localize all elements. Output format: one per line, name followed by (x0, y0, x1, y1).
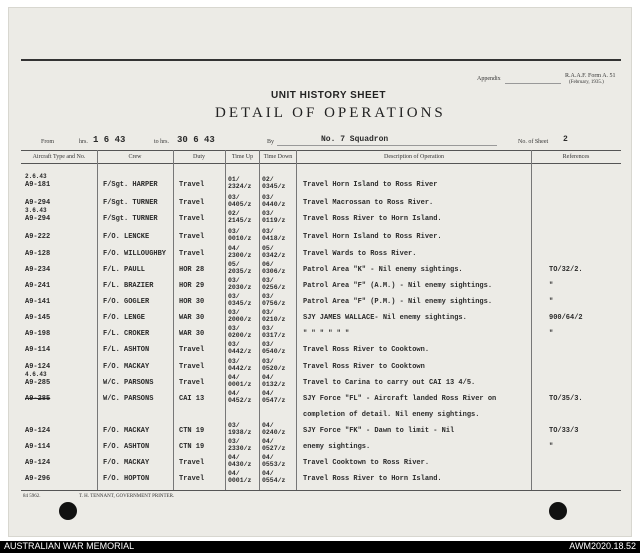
crew: F/O. LENGE (103, 314, 146, 322)
col-header-duty: Duty (193, 154, 205, 160)
archive-footer-bar (0, 541, 640, 553)
crew: F/O. LENCKE (103, 233, 150, 241)
crew: F/O. WILLOUGHBY (103, 250, 167, 258)
time-down: 06/ 0306/z (262, 261, 286, 275)
row-date: 4.6.43 (25, 371, 47, 378)
from-label: From (41, 139, 55, 145)
aircraft-type: A9-294 (25, 215, 51, 223)
time-up: 03/ 0442/z (228, 358, 252, 372)
table-row (9, 470, 633, 486)
time-down: 03/ 0440/z (262, 194, 286, 208)
description: enemy sightings. (303, 443, 371, 451)
col-header-time-up: Time Up (231, 154, 254, 160)
aircraft-type: A9-124 (25, 459, 51, 467)
col-header-crew: Crew (128, 154, 142, 160)
time-up: 03/ 0442/z (228, 341, 252, 355)
aircraft-type: A9-114 (25, 443, 51, 451)
aircraft-type: A9-241 (25, 282, 51, 290)
col-header-description: Description of Operation (384, 154, 444, 160)
archive-name: AUSTRALIAN WAR MEMORIAL (4, 541, 135, 551)
from-date: 1 6 43 (93, 135, 126, 145)
description: Patrol Area "K" - Nil enemy sightings. (303, 266, 463, 274)
crew: F/O. MACKAY (103, 363, 150, 371)
time-down: 03/ 0119/z (262, 210, 286, 224)
description-continued: completion of detail. Nil enemy sightings. (303, 411, 480, 419)
time-down: 04/ 0240/z (262, 422, 286, 436)
time-up: 04/ 0452/z (228, 390, 252, 404)
time-down: 04/ 0553/z (262, 454, 286, 468)
crew: F/L. PAULL (103, 266, 146, 274)
archive-id: AWM2020.18.52 (569, 541, 636, 551)
aircraft-type: A9-234 (25, 266, 51, 274)
reference: " (549, 443, 554, 451)
top-rule (21, 59, 621, 61)
table-row (9, 454, 633, 470)
duty: Travel (179, 346, 205, 354)
aircraft-type: A9-198 (25, 330, 51, 338)
duty: Travel (179, 459, 205, 467)
time-up: 04/ 0001/z (228, 374, 252, 388)
duty: Travel (179, 379, 205, 387)
duty: HOR 28 (179, 266, 205, 274)
duty: HOR 30 (179, 298, 205, 306)
crew: W/C. PARSONS (103, 395, 154, 403)
time-up: 04/ 0430/z (228, 454, 252, 468)
table-row (9, 422, 633, 438)
to-date: 30 6 43 (177, 135, 215, 145)
time-down: 03/ 0256/z (262, 277, 286, 291)
description: Travel Macrossan to Ross River. (303, 199, 434, 207)
reference: 900/64/2 (549, 314, 583, 322)
table-row (9, 309, 633, 325)
sheet-no-value: 2 (563, 135, 568, 144)
to-hrs-label: to hrs. (154, 139, 169, 145)
time-up: 03/ 0405/z (228, 194, 252, 208)
time-down: 04/ 0132/z (262, 374, 286, 388)
crew: F/O. GOGLER (103, 298, 150, 306)
time-up: 05/ 2035/z (228, 261, 252, 275)
crew: F/L. CROKER (103, 330, 150, 338)
table-row (9, 293, 633, 309)
description: Travel Ross River to Horn Island. (303, 215, 442, 223)
time-down: 04/ 0527/z (262, 438, 286, 452)
crew: F/O. MACKAY (103, 459, 150, 467)
table-row (9, 341, 633, 357)
appendix-label: Appendix (477, 76, 501, 82)
col-header-references: References (562, 154, 590, 160)
description: SJY Force "FL" - Aircraft landed Ross River on (303, 395, 497, 403)
crew: F/O. HOPTON (103, 475, 150, 483)
sheet-subtitle: DETAIL OF OPERATIONS (215, 105, 446, 121)
duty: Travel (179, 363, 205, 371)
table-bottom-rule (21, 490, 621, 491)
aircraft-type: A9-128 (25, 250, 51, 258)
crew: F/O. MACKAY (103, 427, 150, 435)
time-down: 03/ 0317/z (262, 325, 286, 339)
binder-hole-left (59, 502, 77, 520)
description: Travel to Carina to carry out CAI 13 4/5. (303, 379, 476, 387)
reference: TO/33/3 (549, 427, 579, 435)
time-down: 03/ 0756/z (262, 293, 286, 307)
description: Travel Ross River to Horn Island. (303, 475, 442, 483)
crew: F/L. ASHTON (103, 346, 150, 354)
description: Patrol Area "F" (A.M.) - Nil enemy sightings. (303, 282, 493, 290)
time-up: 04/ 2300/z (228, 245, 252, 259)
description: Travel Ross River to Cooktown. (303, 346, 430, 354)
reference: " (549, 298, 554, 306)
duty: WAR 30 (179, 330, 205, 338)
form-number: R.A.A.F. Form A. 51 (565, 73, 616, 79)
time-down: 03/ 0540/z (262, 341, 286, 355)
time-up: 03/ 0345/z (228, 293, 252, 307)
description: Travel Ross River to Cooktown (303, 363, 425, 371)
time-up: 03/ 1938/z (228, 422, 252, 436)
time-up: 01/ 2324/z (228, 176, 252, 190)
description: Travel Cooktown to Ross River. (303, 459, 430, 467)
crew: F/L. BRAZIER (103, 282, 154, 290)
time-up: 02/ 2145/z (228, 210, 252, 224)
time-down: 03/ 0418/z (262, 228, 286, 242)
aircraft-type: A9-285 (25, 379, 51, 387)
col-header-aircraft: Aircraft Type and No. (32, 154, 86, 160)
description: SJY JAMES WALLACE- Nil enemy sightings. (303, 314, 467, 322)
reference: " (549, 282, 554, 290)
aircraft-type: A9-285 (25, 395, 51, 403)
squadron-name: No. 7 Squadron (321, 135, 389, 144)
duty: Travel (179, 475, 205, 483)
table-row (9, 228, 633, 244)
time-down: 04/ 0554/z (262, 470, 286, 484)
aircraft-type: A9-124 (25, 363, 51, 371)
table-row (9, 207, 633, 226)
time-up: 04/ 0001/z (228, 470, 252, 484)
time-up: 03/ 0010/z (228, 228, 252, 242)
crew: F/Sgt. TURNER (103, 199, 158, 207)
aircraft-type: A9-294 (25, 199, 51, 207)
printer-code: 84 5962. (23, 494, 41, 499)
time-up: 03/ 2330/z (228, 438, 252, 452)
form-date: (February, 1935.) (569, 80, 604, 85)
table-row (9, 245, 633, 261)
duty: CTN 19 (179, 427, 205, 435)
by-line (277, 145, 497, 146)
table-row (9, 277, 633, 293)
duty: Travel (179, 233, 205, 241)
time-up: 03/ 2030/z (228, 277, 252, 291)
table-row-continuation (9, 406, 633, 422)
time-up: 03/ 0200/z (228, 325, 252, 339)
crew: F/O. ASHTON (103, 443, 150, 451)
table-row (9, 261, 633, 277)
appendix-line (505, 83, 561, 84)
aircraft-type: A9-222 (25, 233, 51, 241)
aircraft-type: A9-124 (25, 427, 51, 435)
reference: " (549, 330, 554, 338)
duty: Travel (179, 181, 205, 189)
time-down: 03/ 0210/z (262, 309, 286, 323)
row-date: 3.6.43 (25, 207, 47, 214)
time-down: 05/ 0342/z (262, 245, 286, 259)
duty: WAR 30 (179, 314, 205, 322)
duty: CAI 13 (179, 395, 205, 403)
table-row (9, 173, 633, 192)
duty: Travel (179, 215, 205, 223)
table-row (9, 325, 633, 341)
table-row (9, 438, 633, 454)
time-down: 04/ 0547/z (262, 390, 286, 404)
time-up: 03/ 2000/z (228, 309, 252, 323)
row-date: 2.6.43 (25, 173, 47, 180)
aircraft-type: A9-296 (25, 475, 51, 483)
description: Travel Horn Island to Ross River (303, 181, 438, 189)
reference: TO/35/3. (549, 395, 583, 403)
crew: F/Sgt. HARPER (103, 181, 158, 189)
document-sheet (8, 7, 632, 537)
duty: Travel (179, 250, 205, 258)
description: Travel Horn Island to Ross River. (303, 233, 442, 241)
description: SJY Force "FK" - Dawn to limit - Nil (303, 427, 455, 435)
time-down: 02/ 0345/z (262, 176, 286, 190)
aircraft-type: A9-181 (25, 181, 51, 189)
by-label: By (267, 139, 275, 145)
table-row (9, 358, 633, 374)
description: Travel Wards to Ross River. (303, 250, 417, 258)
reference: TO/32/2. (549, 266, 583, 274)
printer-imprint: T. H. TENNANT, GOVERNMENT PRINTER. (79, 494, 175, 499)
crew: W/C. PARSONS (103, 379, 154, 387)
aircraft-type: A9-145 (25, 314, 51, 322)
hrs-label: hrs. (79, 139, 88, 145)
duty: CTN 19 (179, 443, 205, 451)
table-row (9, 194, 633, 210)
time-down: 03/ 0520/z (262, 358, 286, 372)
table-row (9, 371, 633, 390)
binder-hole-right (549, 502, 567, 520)
crew: F/Sgt. TURNER (103, 215, 158, 223)
col-header-time-down: Time Down (263, 154, 293, 160)
duty: HOR 29 (179, 282, 205, 290)
description: " " " " " " (303, 330, 350, 338)
aircraft-type: A9-114 (25, 346, 51, 354)
sheet-no-label: No. of Sheet (518, 139, 549, 145)
sheet-title: UNIT HISTORY SHEET (271, 90, 386, 101)
aircraft-type: A9-141 (25, 298, 51, 306)
description: Patrol Area "F" (P.M.) - Nil enemy sightings. (303, 298, 493, 306)
table-row (9, 390, 633, 406)
duty: Travel (179, 199, 205, 207)
